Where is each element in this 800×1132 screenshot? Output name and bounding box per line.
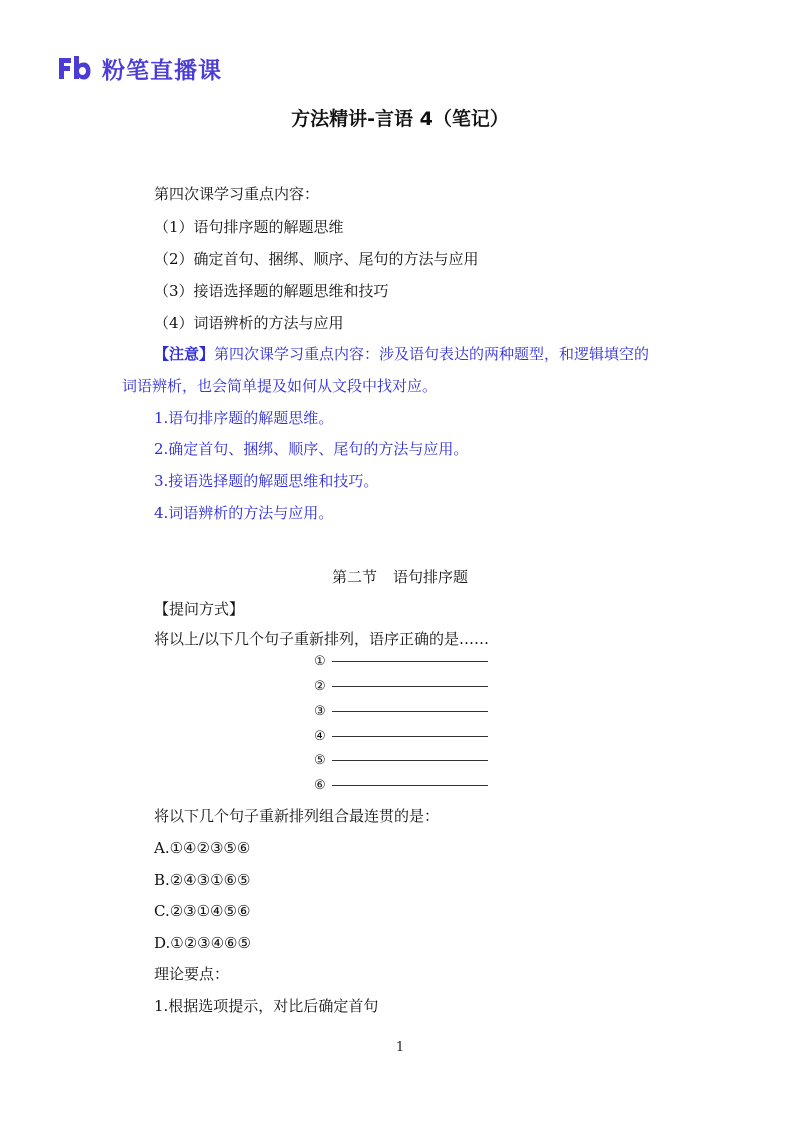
- fb-logo-icon: [56, 52, 92, 84]
- note-item: 4.词语辨析的方法与应用。: [154, 504, 334, 522]
- question-stem: 将以下几个句子重新排列组合最连贯的是：: [154, 807, 440, 825]
- option-d: D.①②③④⑥⑤: [154, 934, 251, 952]
- ask-prompt: 将以上/以下几个句子重新排列，语序正确的是……: [154, 630, 490, 648]
- page-number: 1: [395, 1040, 405, 1055]
- document-title: 方法精讲-言语 4（笔记）: [291, 108, 509, 130]
- option-b: B.②④③①⑥⑤: [154, 871, 251, 889]
- blank-line: [332, 785, 488, 786]
- blank-line: [332, 711, 488, 712]
- sentence-number: ⑤: [314, 753, 326, 768]
- sentence-blank: [314, 753, 488, 768]
- sentence-blank: [314, 704, 488, 719]
- theory-point: 1.根据选项提示，对比后确定首句: [154, 997, 379, 1015]
- blank-line: [332, 661, 488, 662]
- focus-item: （1）语句排序题的解题思维: [154, 218, 344, 236]
- sentence-number: ⑥: [314, 778, 326, 793]
- focus-item: （3）接语选择题的解题思维和技巧: [154, 282, 389, 300]
- note-paragraph: [154, 344, 649, 364]
- focus-item: （4）词语辨析的方法与应用: [154, 314, 344, 332]
- sentence-number: ④: [314, 729, 326, 744]
- theory-heading: 理论要点：: [154, 965, 230, 983]
- sentence-blank: [314, 729, 488, 744]
- blank-line: [332, 686, 488, 687]
- section-heading: [0, 566, 800, 587]
- section-number: 第二节: [331, 568, 377, 586]
- brand-logo: [56, 52, 222, 84]
- ask-heading: 【提问方式】: [154, 600, 245, 618]
- blank-line: [332, 736, 488, 737]
- note-item: 3.接语选择题的解题思维和技巧。: [154, 472, 379, 490]
- blank-line: [332, 760, 488, 761]
- note-text: 第四次课学习重点内容：涉及语句表达的两种题型，和逻辑填空的: [214, 345, 650, 363]
- sentence-number: ③: [314, 704, 326, 719]
- note-text-cont: 词语辨析，也会简单提及如何从文段中找对应。: [122, 377, 438, 395]
- sentence-number: ②: [314, 679, 326, 694]
- brand-name: 粉笔直播课: [102, 57, 222, 84]
- sentence-blank: [314, 654, 488, 669]
- option-c: C.②③①④⑤⑥: [154, 902, 251, 920]
- focus-heading: 第四次课学习重点内容：: [154, 185, 320, 203]
- note-item: 1.语句排序题的解题思维。: [154, 409, 334, 427]
- note-item: 2.确定首句、捆绑、顺序、尾句的方法与应用。: [154, 440, 469, 458]
- focus-item: （2）确定首句、捆绑、顺序、尾句的方法与应用: [154, 250, 479, 268]
- sentence-blank: [314, 679, 488, 694]
- sentence-number: ①: [314, 654, 326, 669]
- note-tag: 【注意】: [154, 345, 215, 363]
- section-name: 语句排序题: [393, 568, 469, 586]
- option-a: A.①④②③⑤⑥: [154, 839, 251, 857]
- sentence-blank: [314, 778, 488, 793]
